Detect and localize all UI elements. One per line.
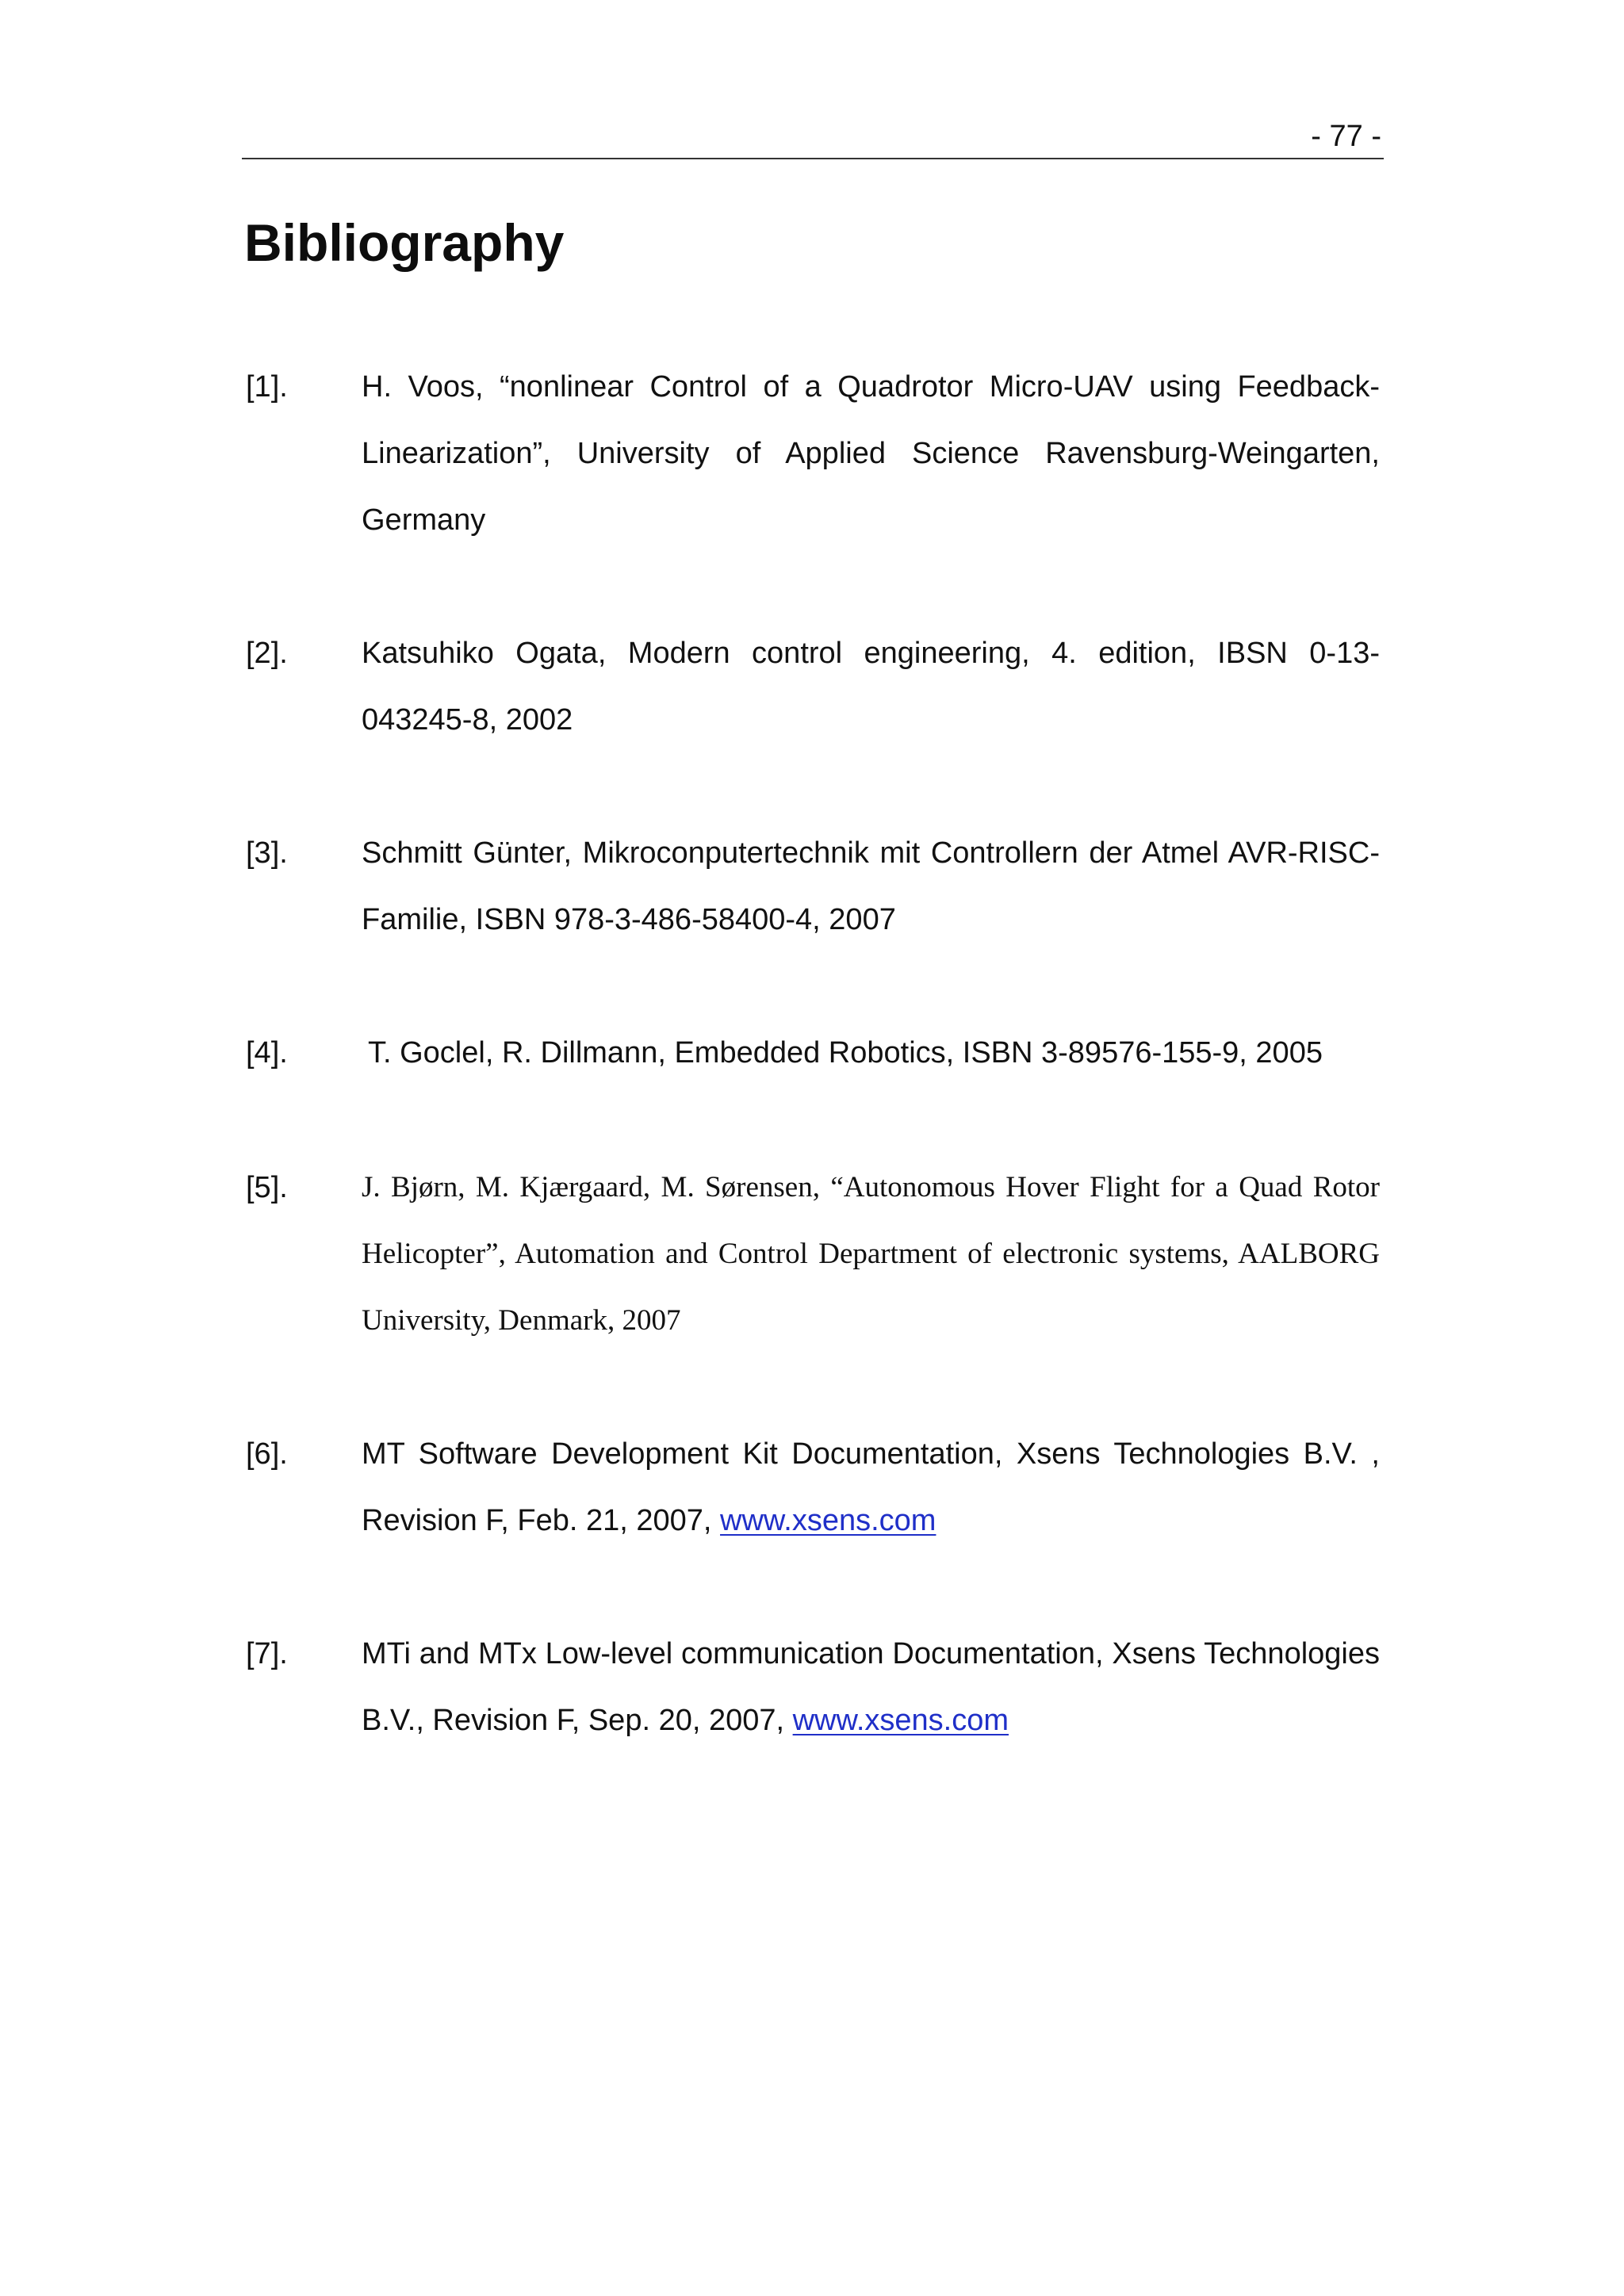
header-rule <box>242 158 1384 159</box>
bib-entry-text <box>362 1421 1380 1554</box>
bib-entry-body: MTi and MTx Low-level communication Documentation, Xsens Technologies B.V., Revision F, Sep. 20, 2007, <box>362 1637 1380 1737</box>
bib-entry-number: [5]. <box>246 1171 288 1204</box>
bib-entry-text <box>362 1621 1380 1754</box>
bib-entry-number: [4]. <box>246 1036 288 1070</box>
bib-entry-text: J. Bjørn, M. Kjærgaard, M. Sørensen, “Autonomous Hover Flight for a Quad Rotor Helicopter”, Automation and Control Department of electronic systems, AALBORG University, Denmark, 2007 <box>362 1171 1380 1337</box>
page-number: - 77 - <box>1311 120 1381 153</box>
bib-entry-number: [7]. <box>246 1637 288 1670</box>
xsens-link[interactable]: www.xsens.com <box>720 1504 936 1537</box>
bib-entry-number: [2]. <box>246 637 288 670</box>
bib-entry-number: [3]. <box>246 836 288 870</box>
bib-entry-text: T. Goclel, R. Dillmann, Embedded Robotics, ISBN 3-89576-155-9, 2005 <box>368 1036 1323 1070</box>
bib-entry-text: H. Voos, “nonlinear Control of a Quadrotor Micro-UAV using Feedback-Linearization”, University of Applied Science Ravensburg-Weingarten, Germany <box>362 370 1380 537</box>
bib-entry-number: [1]. <box>246 370 288 404</box>
page-title: Bibliography <box>244 213 565 272</box>
bib-entry-text: Katsuhiko Ogata, Modern control engineering, 4. edition, IBSN 0-13-043245-8, 2002 <box>362 637 1380 737</box>
xsens-link[interactable]: www.xsens.com <box>792 1704 1009 1737</box>
bib-entry-body: MT Software Development Kit Documentation, Xsens Technologies B.V. , Revision F, Feb. 21, 2007, <box>362 1437 1380 1537</box>
bib-entry-text: Schmitt Günter, Mikroconputertechnik mit Controllern der Atmel AVR-RISC-Familie, ISBN 978-3-486-58400-4, 2007 <box>362 836 1380 936</box>
bib-entry-number: [6]. <box>246 1437 288 1471</box>
